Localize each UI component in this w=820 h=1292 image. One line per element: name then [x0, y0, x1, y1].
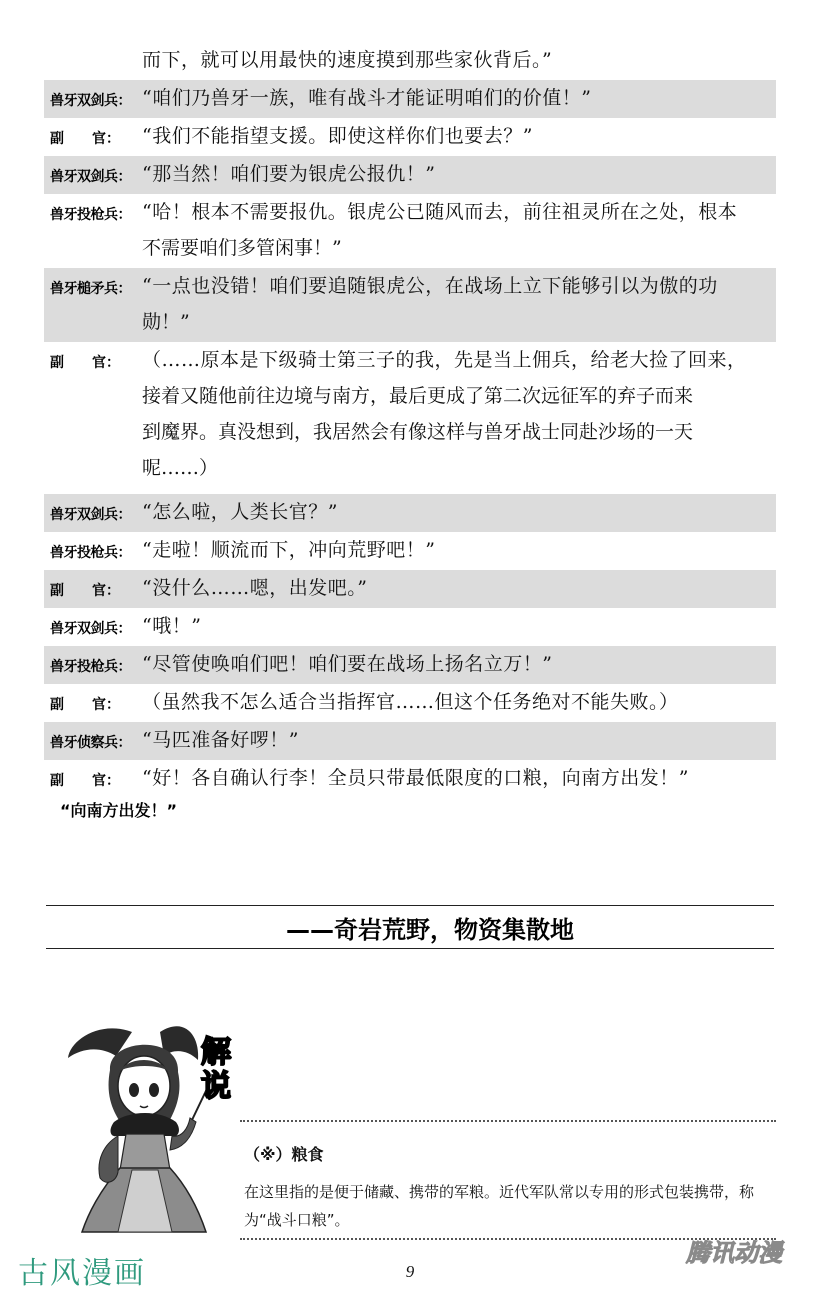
speaker-label: 副 官： — [50, 583, 120, 599]
dialogue-text: “那当然！咱们要为银虎公报仇！” — [142, 163, 436, 185]
page-number: 9 — [405, 1262, 415, 1281]
speaker-label: 兽牙双剑兵： — [50, 93, 131, 109]
dialogue-line-5 — [44, 268, 776, 342]
dotted-divider-top — [240, 1120, 776, 1122]
speaker-label: 兽牙投枪兵： — [50, 207, 131, 223]
speaker-label: 兽牙投枪兵： — [50, 545, 131, 561]
scene-rule-bottom — [46, 948, 774, 949]
left-arm — [99, 1136, 118, 1182]
dialogue-text: （……原本是下级骑士第三子的我，先是当上佣兵，给老大捡了回来， — [142, 349, 747, 371]
speaker-label: 兽牙双剑兵： — [50, 169, 131, 185]
dialogue-line-1 — [44, 80, 776, 118]
dialogue-text-continued: 呢……） — [142, 457, 219, 479]
dialogue-line-13 — [44, 722, 776, 760]
dialogue-text-continued: 接着又随他前往边境与南方，最后更成了第二次远征军的弃子而来 — [142, 385, 694, 407]
dialogue-text: “咱们乃兽牙一族，唯有战斗才能证明咱们的价值！” — [142, 87, 592, 109]
dialogue-line-8 — [44, 532, 776, 568]
bodice — [120, 1134, 170, 1170]
dialogue-text-continued: 到魔界。真没想到，我居然会有像这样与兽牙战士同赴沙场的一天 — [142, 421, 694, 443]
dialogue-text: 而下，就可以用最快的速度摸到那些家伙背后。” — [142, 49, 553, 71]
dialogue-line-11 — [44, 646, 776, 684]
dialogue-line-3 — [44, 156, 776, 194]
watermark-left: 古风漫画 — [18, 1256, 146, 1291]
dialogue-line-0 — [44, 42, 776, 78]
speaker-label: 兽牙投枪兵： — [50, 659, 131, 675]
dialogue-text: “一点也没错！咱们要追随银虎公，在战场上立下能够引以为傲的功 — [142, 275, 718, 297]
dialogue-text: （虽然我不怎么适合当指挥官……但这个任务绝对不能失败。） — [142, 691, 679, 713]
speaker-label: 副 官： — [50, 773, 120, 789]
dialogue-line-9 — [44, 570, 776, 608]
dialogue-line-12 — [44, 684, 776, 720]
group-shout: “向南方出发！” — [60, 801, 178, 820]
note-body: 在这里指的是便于储藏、携带的军粮。近代军队常以专用的形式包装携带，称为“战斗口粮”。 — [244, 1183, 755, 1229]
dialogue-line-7 — [44, 494, 776, 532]
dialogue-text: “没什么……嗯，出发吧。” — [142, 577, 368, 599]
dialogue-line-4 — [44, 194, 776, 266]
dialogue-line-14 — [44, 760, 776, 796]
dialogue-line-10 — [44, 608, 776, 644]
dialogue-text: “尽管使唤咱们吧！咱们要在战场上扬名立万！” — [142, 653, 553, 675]
watermark-right: 腾讯动漫 — [686, 1239, 782, 1267]
dialogue-text: “马匹准备好啰！” — [142, 729, 299, 751]
dialogue-text: “哈！根本不需要报仇。银虎公已随风而去，前往祖灵所在之处，根本 — [142, 201, 738, 223]
speaker-label: 副 官： — [50, 355, 120, 371]
commentary-badge: 解说 — [201, 1035, 231, 1104]
dialogue-text: “哦！” — [142, 615, 202, 637]
dialogue-line-6 — [44, 342, 776, 490]
speaker-label: 兽牙双剑兵： — [50, 507, 131, 523]
dialogue-text-continued: 不需要咱们多管闲事！” — [142, 237, 342, 259]
dialogue-text: “走啦！顺流而下，冲向荒野吧！” — [142, 539, 436, 561]
speaker-label: 兽牙双剑兵： — [50, 621, 131, 637]
dialogue-text: “好！各自确认行李！全员只带最低限度的口粮，向南方出发！” — [142, 767, 689, 789]
speaker-label: 兽牙侦察兵： — [50, 735, 131, 751]
dialogue-line-2 — [44, 118, 776, 156]
note-title: （※）粮食 — [244, 1145, 324, 1164]
speaker-label: 副 官： — [50, 131, 120, 147]
dialogue-text: “我们不能指望支援。即使这样你们也要去？” — [142, 125, 533, 147]
speaker-label: 兽牙槌矛兵： — [50, 281, 131, 297]
dialogue-text: “怎么啦，人类长官？” — [142, 501, 338, 523]
scene-heading: ——奇岩荒野，物资集散地 — [286, 916, 574, 944]
scene-rule-top — [46, 905, 774, 906]
speaker-label: 副 官： — [50, 697, 120, 713]
dialogue-text-continued: 勋！” — [142, 311, 190, 333]
